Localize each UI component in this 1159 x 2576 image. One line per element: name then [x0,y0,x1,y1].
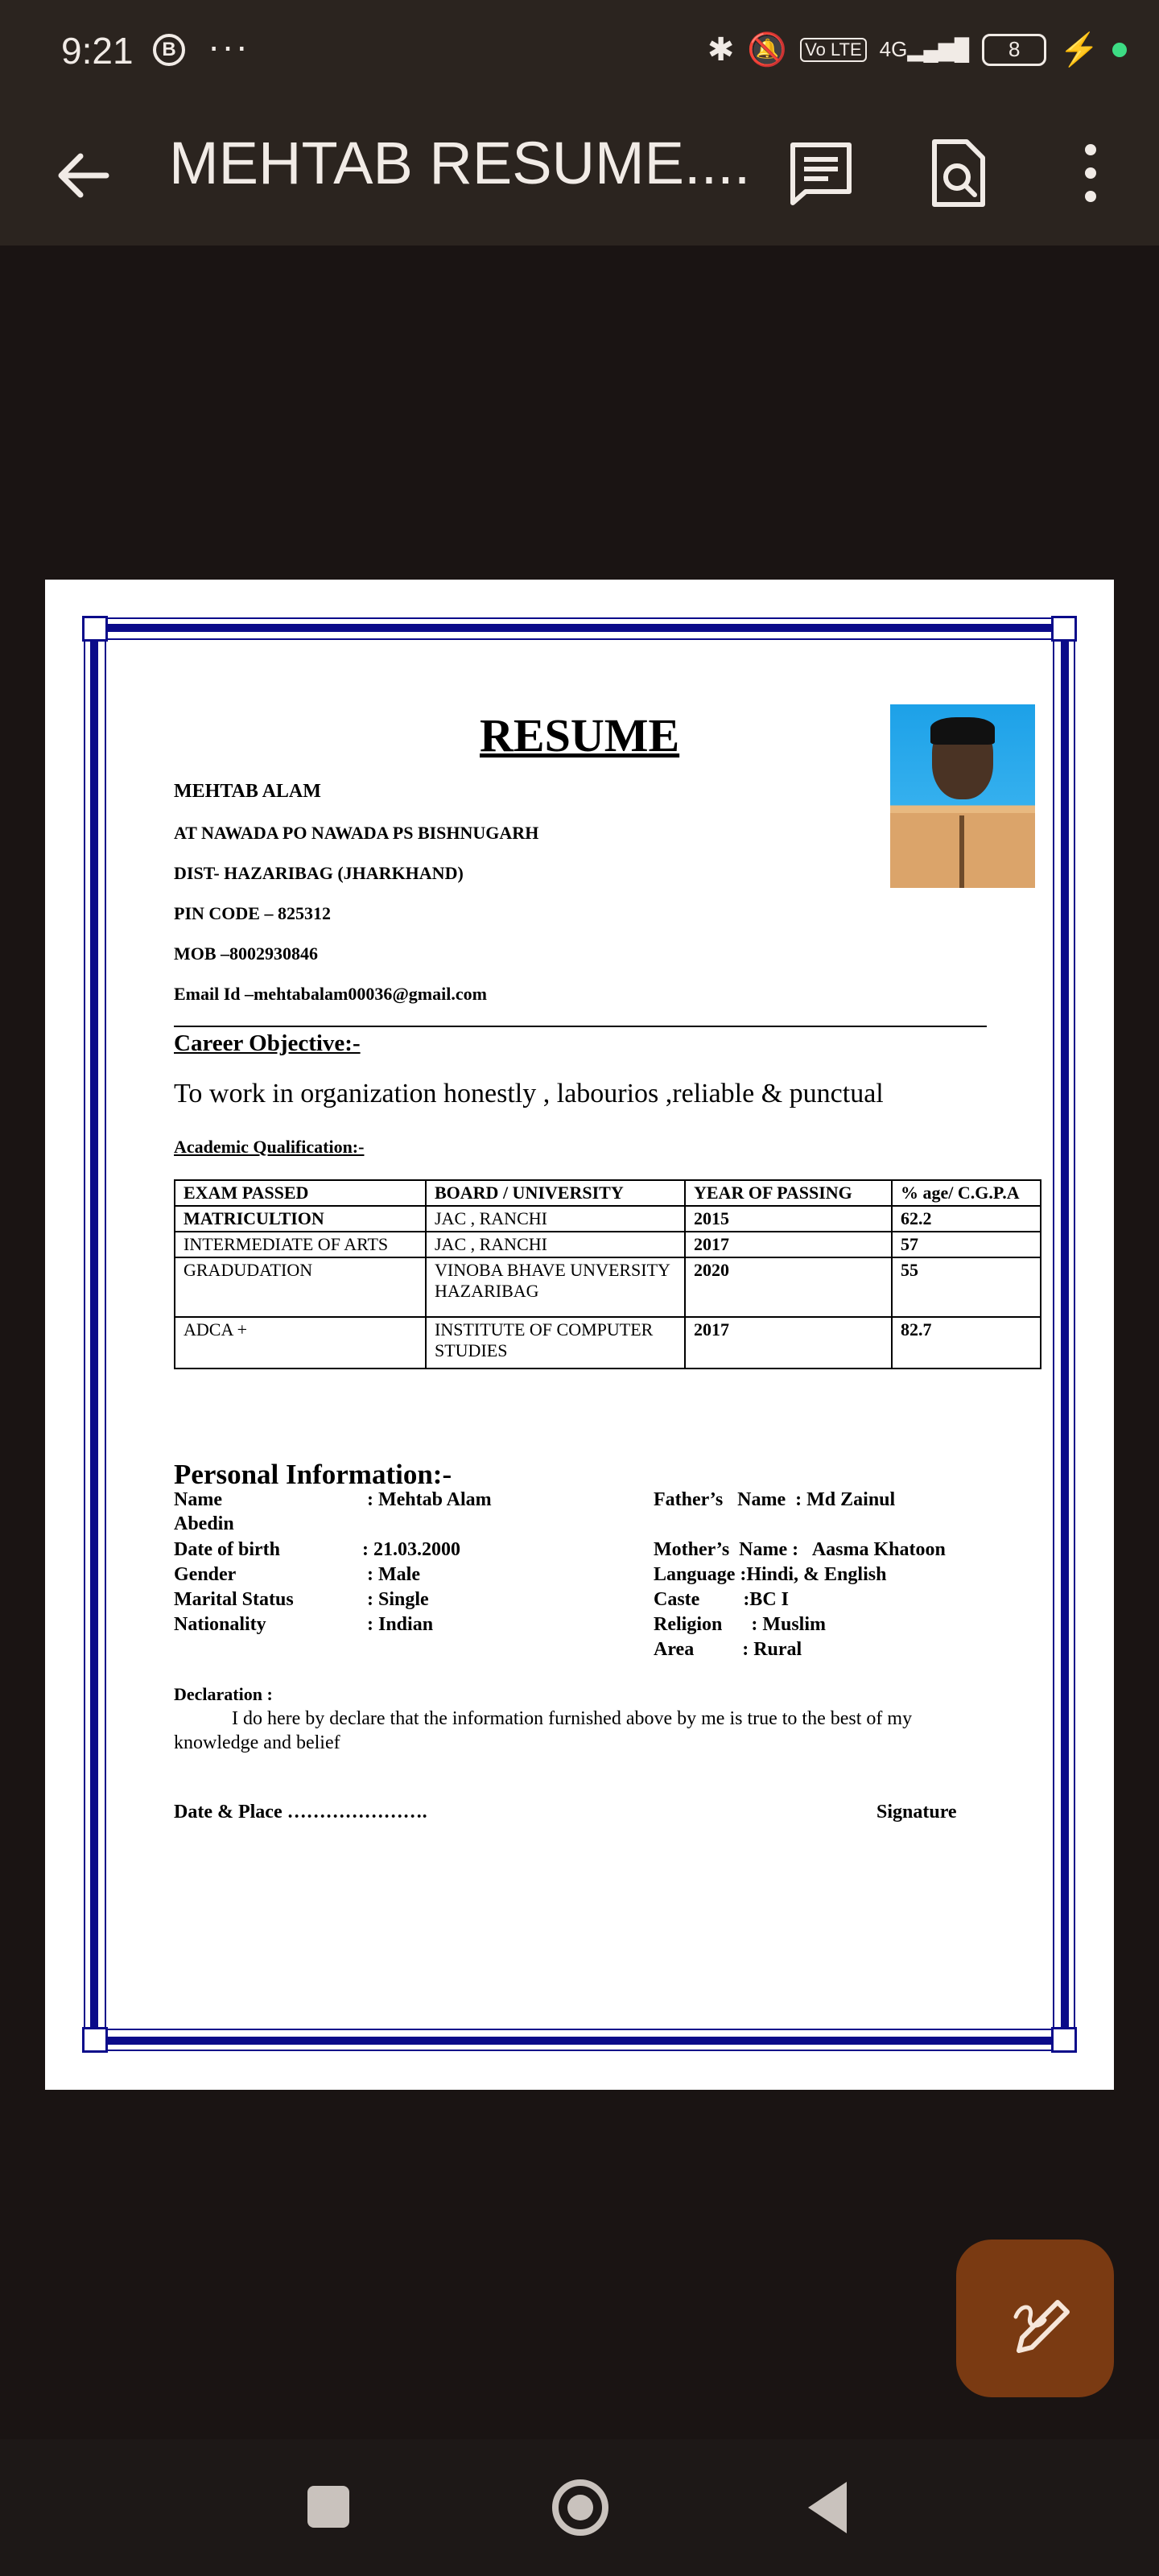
table-cell: 62.2 [892,1206,1041,1232]
date-and-place: Date & Place …………………. [174,1802,427,1823]
address-line-2: DIST- HAZARIBAG (JHARKHAND) [174,863,464,883]
document-page[interactable] [45,580,1114,2090]
table-row [175,1232,1041,1257]
declaration-heading: Declaration : [174,1684,273,1704]
academic-heading: Academic Qualification:- [174,1137,365,1157]
mothers-name: Mother’s Name : Aasma Khatoon [654,1539,946,1560]
career-objective-text: To work in organization honestly , labourios ,reliable & punctual [174,1079,884,1108]
personal-value: : 21.03.2000 [362,1539,460,1560]
personal-label: Abedin [174,1513,234,1534]
address-line-1: AT NAWADA PO NAWADA PS BISHNUGARH [174,823,539,843]
fathers-name: Father’s Name : Md Zainul [654,1489,896,1510]
table-header: % age/ C.G.P.A [892,1180,1041,1206]
personal-value: : Mehtab Alam [367,1489,492,1510]
mute-icon: 🔕 [747,32,788,68]
edit-pencil-icon [956,2240,1114,2397]
charging-icon: ⚡ [1059,32,1099,68]
personal-info-heading: Personal Information:- [174,1459,452,1490]
table-cell: 57 [892,1232,1041,1257]
personal-label: Date of birth [174,1539,280,1560]
email-id: Email Id –mehtabalam00036@gmail.com [174,984,487,1004]
table-row [175,1206,1041,1232]
table-cell: JAC , RANCHI [426,1232,685,1257]
edit-fab-button[interactable] [956,2240,1114,2397]
table-cell: 2017 [685,1317,892,1368]
nav-back-icon[interactable] [808,2482,847,2533]
table-cell: INSTITUTE OF COMPUTER STUDIES [426,1317,685,1368]
language: Language :Hindi, & English [654,1564,887,1585]
table-row [175,1257,1041,1317]
caste: Caste :BC I [654,1589,789,1610]
resume-heading: RESUME [480,709,680,762]
status-icons [707,31,1127,68]
candidate-name: MEHTAB ALAM [174,781,321,802]
declaration-body: I do here by declare that the information furnished above by me is true to the best of my knowledge and belief [174,1708,913,1753]
table-header: YEAR OF PASSING [685,1180,892,1206]
personal-label: Name [174,1489,222,1510]
document-title: MEHTAB RESUME.... [169,130,751,196]
mobile-number: MOB –8002930846 [174,943,319,964]
personal-label: Marital Status [174,1589,294,1610]
table-cell: 55 [892,1257,1041,1317]
career-objective-heading: Career Objective:- [174,1030,361,1056]
table-cell: ADCA + [175,1317,426,1368]
table-cell: 82.7 [892,1317,1041,1368]
table-cell: MATRICULTION [175,1206,426,1232]
table-cell: GRADUDATION [175,1257,426,1317]
qualification-table [174,1179,1041,1369]
table-cell: 2017 [685,1232,892,1257]
religion: Religion : Muslim [654,1614,826,1635]
profile-photo [890,704,1035,888]
table-cell: JAC , RANCHI [426,1206,685,1232]
table-cell: 2015 [685,1206,892,1232]
battery-icon [982,34,1046,66]
area: Area : Rural [654,1639,802,1660]
table-row [175,1317,1041,1368]
table-cell: 2020 [685,1257,892,1317]
battery-level: 8 [1008,37,1021,61]
personal-value: : Indian [367,1614,434,1635]
recent-apps-icon[interactable] [307,2486,349,2528]
table-header: EXAM PASSED [175,1180,426,1206]
personal-label: Nationality [174,1614,266,1635]
pin-code: PIN CODE – 825312 [174,903,331,923]
app-bar [0,105,1159,246]
personal-value: : Single [367,1589,429,1610]
personal-value: : Male [367,1564,420,1585]
table-cell: VINOBA BHAVE UNVERSITY HAZARIBAG [426,1257,685,1317]
privacy-dot-icon [1112,43,1127,57]
back-arrow-icon[interactable] [50,143,114,208]
table-header: BOARD / UNIVERSITY [426,1180,685,1206]
table-header-row [175,1180,1041,1206]
home-icon[interactable] [552,2479,608,2536]
volte-icon: Vo LTE [800,38,867,62]
personal-label: Gender [174,1564,237,1585]
table-cell: INTERMEDIATE OF ARTS [175,1232,426,1257]
more-options-icon[interactable] [1054,137,1127,209]
signal-icon: 4G▂▄▆█ [879,37,970,61]
comment-icon[interactable] [785,137,857,209]
declaration-text [174,1707,979,1755]
find-in-document-icon[interactable] [922,137,994,209]
status-bar [0,0,1159,105]
b-badge-icon: B [153,34,185,66]
header-divider [174,1026,987,1027]
status-time: 9:21 [61,30,134,72]
bluetooth-icon: ✱ [707,31,735,68]
more-notifications-icon: ··· [208,25,250,67]
signature-label: Signature [876,1802,957,1823]
